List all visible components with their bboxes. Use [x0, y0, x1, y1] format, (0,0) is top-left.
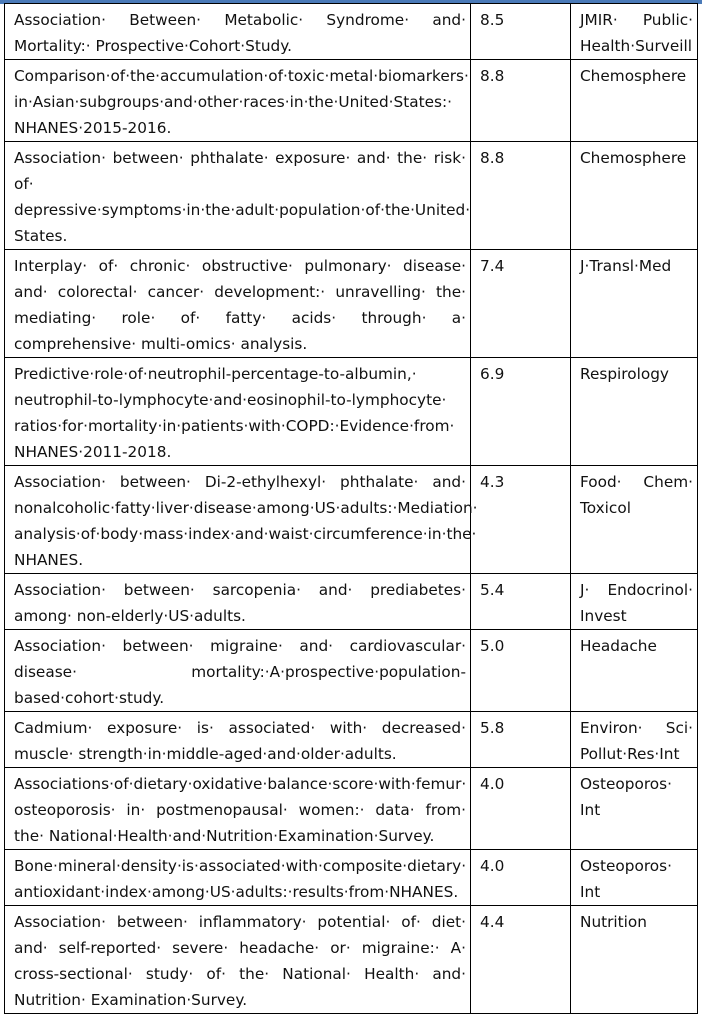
table-row — [5, 60, 698, 142]
journal-cell: Food· Chem· Toxicol — [571, 466, 698, 574]
journal-cell: JMIR· Public· Health·Surveill — [571, 4, 698, 60]
article-title-cell: Association· between· inflammatory· potential· of· diet· and· self-reported· severe· headache· or· migraine:· A· cross-sectional· study· of· the· National· Health· and· Nutrition· Examination·Survey. — [5, 906, 471, 1014]
article-title-cell: Interplay· of· chronic· obstructive· pulmonary· disease· and· colorectal· cancer· development:· unravelling· the· mediating· role· of· fatty· acids· through· a· comprehensive· multi-omics· analysis. — [5, 250, 471, 358]
journal-cell: J· Endocrinol· Invest — [571, 574, 698, 630]
table-row — [5, 906, 698, 1014]
article-title-cell: Association· between· sarcopenia· and· prediabetes· among· non-elderly·US·adults. — [5, 574, 471, 630]
journal-cell: Osteoporos· Int — [571, 850, 698, 906]
article-title-cell: Association· Between· Metabolic· Syndrome· and· Mortality:· Prospective·Cohort·Study. — [5, 4, 471, 60]
article-title-cell: Comparison·of·the·accumulation·of·toxic·metal·biomarkers· in·Asian·subgroups·and·other·races·in·the·United·States:· NHANES·2015-2016. — [5, 60, 471, 142]
impact-factor-cell: 4.0 — [471, 768, 571, 850]
impact-factor-cell: 4.4 — [471, 906, 571, 1014]
impact-factor-cell: 8.8 — [471, 142, 571, 250]
article-title-cell: Association· between· phthalate· exposure· and· the· risk· of· depressive·symptoms·in·the·adult·population·of·the·United· States. — [5, 142, 471, 250]
impact-factor-cell: 5.8 — [471, 712, 571, 768]
table-row — [5, 850, 698, 906]
table-row — [5, 466, 698, 574]
impact-factor-cell: 8.8 — [471, 60, 571, 142]
journal-cell: Chemosphere — [571, 142, 698, 250]
journal-cell: Environ· Sci· Pollut·Res·Int — [571, 712, 698, 768]
publications-table — [4, 3, 698, 1014]
article-title-cell: Associations·of·dietary·oxidative·balance·score·with·femur· osteoporosis· in· postmenopausal· women:· data· from· the· National·Health·and·Nutrition·Examination·Survey. — [5, 768, 471, 850]
journal-cell: Osteoporos· Int — [571, 768, 698, 850]
journal-cell: J·Transl·Med — [571, 250, 698, 358]
journal-cell: Chemosphere — [571, 60, 698, 142]
article-title-cell: Association· between· Di-2-ethylhexyl· phthalate· and· nonalcoholic·fatty·liver·disease·among·US·adults:·Mediation· analysis·of·body·mass·index·and·waist·circumference·in·the· NHANES. — [5, 466, 471, 574]
table-row — [5, 142, 698, 250]
table-row — [5, 712, 698, 768]
table-row — [5, 630, 698, 712]
article-title-cell: Association· between· migraine· and· cardiovascular· disease· mortality:·A·prospective·population-based·cohort·study. — [5, 630, 471, 712]
impact-factor-cell: 5.0 — [471, 630, 571, 712]
table-row — [5, 358, 698, 466]
journal-cell: Nutrition — [571, 906, 698, 1014]
table-row — [5, 768, 698, 850]
article-title-cell: Cadmium· exposure· is· associated· with· decreased· muscle· strength·in·middle-aged·and·older·adults. — [5, 712, 471, 768]
journal-cell: Respirology — [571, 358, 698, 466]
table-row — [5, 250, 698, 358]
article-title-cell: Bone·mineral·density·is·associated·with·composite·dietary· antioxidant·index·among·US·adults:·results·from·NHANES. — [5, 850, 471, 906]
impact-factor-cell: 8.5 — [471, 4, 571, 60]
impact-factor-cell: 4.3 — [471, 466, 571, 574]
impact-factor-cell: 7.4 — [471, 250, 571, 358]
impact-factor-cell: 5.4 — [471, 574, 571, 630]
article-title-cell: Predictive·role·of·neutrophil-percentage-to-albumin,· neutrophil-to-lymphocyte·and·eosinophil-to-lymphocyte· ratios·for·mortality·in·patients·with·COPD:·Evidence·from· NHANES·2011-2018. — [5, 358, 471, 466]
journal-cell: Headache — [571, 630, 698, 712]
impact-factor-cell: 4.0 — [471, 850, 571, 906]
table-row — [5, 574, 698, 630]
table-row — [5, 4, 698, 60]
impact-factor-cell: 6.9 — [471, 358, 571, 466]
